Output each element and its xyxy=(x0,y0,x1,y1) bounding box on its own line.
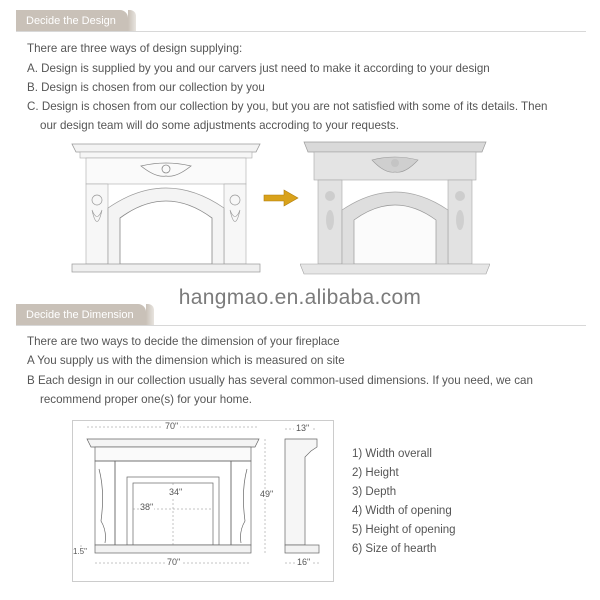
dimension-intro: There are two ways to decide the dimension of your fireplace xyxy=(27,335,340,348)
design-intro: There are three ways of design supplying: xyxy=(27,42,243,55)
dim-height: 49" xyxy=(260,489,274,499)
legend-item: 2) Height xyxy=(352,467,399,479)
legend-item: 5) Height of opening xyxy=(352,524,456,536)
section-tab-dimension: Decide the Dimension xyxy=(16,304,146,326)
section-tab-design: Decide the Design xyxy=(16,10,128,32)
dimension-option-b-cont: recommend proper one(s) for your home. xyxy=(40,393,252,406)
dim-hearth-height: 1.5" xyxy=(73,547,87,556)
dim-hearth-width: 70" xyxy=(167,557,181,567)
design-option-c-cont: our design team will do some adjustments accroding to your requests. xyxy=(40,119,399,132)
dim-hearth-depth: 16" xyxy=(297,557,311,567)
fireplace-sketch-image xyxy=(66,138,266,278)
legend-item: 4) Width of opening xyxy=(352,505,452,517)
dimension-option-b: B Each design in our collection usually has several common-used dimensions. If you need, we can xyxy=(27,374,533,387)
dimension-diagram xyxy=(72,420,334,582)
divider xyxy=(16,31,586,32)
dim-opening-width: 38" xyxy=(140,502,154,512)
legend-item: 1) Width overall xyxy=(352,448,432,460)
divider xyxy=(16,325,586,326)
fireplace-photo-image xyxy=(300,138,490,278)
dimension-option-a: A You supply us with the dimension which is measured on site xyxy=(27,354,345,367)
arrow-right-icon xyxy=(262,188,300,208)
dim-opening-height: 34" xyxy=(169,487,183,497)
legend-item: 3) Depth xyxy=(352,486,397,498)
design-option-b: B. Design is chosen from our collection by you xyxy=(27,81,265,94)
dim-depth: 13" xyxy=(296,423,310,433)
legend-item: 6) Size of hearth xyxy=(352,543,437,555)
dim-width-overall: 70" xyxy=(165,421,179,431)
watermark-text: hangmao.en.alibaba.com xyxy=(178,286,422,309)
design-option-c: C. Design is chosen from our collection by you, but you are not satisfied with some of its details. Then xyxy=(27,100,548,113)
design-option-a: A. Design is supplied by you and our carvers just need to make it according to your design xyxy=(27,62,490,75)
